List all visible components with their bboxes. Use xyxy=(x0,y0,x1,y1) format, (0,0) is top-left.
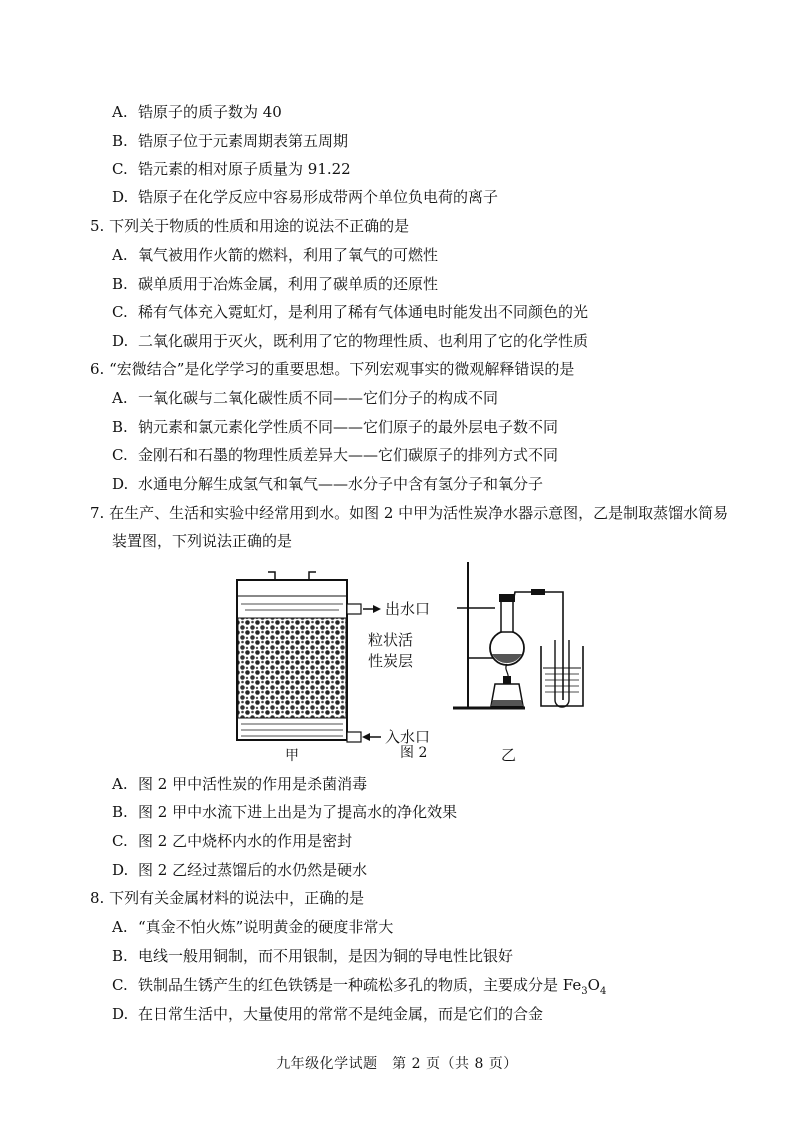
q5-option-a xyxy=(112,245,438,265)
q5-stem: 5. 下列关于物质的性质和用途的说法不正确的是 xyxy=(90,217,410,235)
option-label: A. xyxy=(112,246,128,264)
carbon-layer-label-line2: 性炭层 xyxy=(368,652,414,670)
option-label: C. xyxy=(112,303,128,321)
option-label: D. xyxy=(112,1005,129,1023)
option-label: A. xyxy=(112,918,128,936)
option-text: 氧气被用作火箭的燃料，利用了氧气的可燃性 xyxy=(138,246,439,264)
option-label: D. xyxy=(112,332,129,350)
q8-option-b xyxy=(112,946,513,966)
option-text: 图 2 甲中水流下进上出是为了提高水的净化效果 xyxy=(138,803,458,821)
option-text: 锆原子的质子数为 40 xyxy=(138,103,282,121)
option-label: A. xyxy=(112,389,128,407)
q5-option-b xyxy=(112,274,438,294)
q7-stem-line1: 7. 在生产、生活和实验中经常用到水。如图 2 中甲为活性炭净水器示意图，乙是制取蒸馏水简易 xyxy=(90,504,729,522)
distillation-apparatus xyxy=(453,562,583,708)
option-label: B. xyxy=(112,132,128,150)
option-label: D. xyxy=(112,475,129,493)
q5-option-c xyxy=(112,302,588,322)
option-label: C. xyxy=(112,160,128,178)
option-label: A. xyxy=(112,775,128,793)
q4-option-a xyxy=(112,102,282,122)
option-label: A. xyxy=(112,103,128,121)
q8-option-d xyxy=(112,1004,543,1024)
option-text: 图 2 乙经过蒸馏后的水仍然是硬水 xyxy=(138,861,368,879)
q7-stem-line2: 装置图，下列说法正确的是 xyxy=(112,532,293,550)
option-label: C. xyxy=(112,832,128,850)
option-text: 图 2 乙中烧杯内水的作用是密封 xyxy=(138,832,353,850)
q7-option-b xyxy=(112,802,457,822)
option-label: D. xyxy=(112,861,129,879)
option-text: 锆原子在化学反应中容易形成带两个单位负电荷的离子 xyxy=(138,188,499,206)
page-footer: 九年级化学试题 第 2 页（共 8 页） xyxy=(276,1056,518,1072)
q8-option-a xyxy=(112,917,393,937)
option-label: C. xyxy=(112,446,128,464)
formula-fe: Fe xyxy=(562,976,582,994)
inlet-label: 入水口 xyxy=(385,728,431,746)
carbon-layer-label-line1: 粒状活 xyxy=(368,631,414,649)
option-label: B. xyxy=(112,418,128,436)
q8-stem: 8. 下列有关金属材料的说法中，正确的是 xyxy=(90,889,365,907)
q7-option-c xyxy=(112,831,352,851)
option-label: D. xyxy=(112,188,129,206)
q5-option-d xyxy=(112,331,588,351)
option-text: 一氧化碳与二氧化碳性质不同——它们分子的构成不同 xyxy=(138,389,499,407)
option-label: C. xyxy=(112,976,128,994)
q6-stem: 6. “宏微结合”是化学学习的重要思想。下列宏观事实的微观解释错误的是 xyxy=(90,360,575,378)
q4-option-c xyxy=(112,159,351,179)
option-text: “真金不怕火炼”说明黄金的硬度非常大 xyxy=(138,918,394,936)
q6-option-a xyxy=(112,388,498,408)
option-text: 钠元素和氯元素化学性质不同——它们原子的最外层电子数不同 xyxy=(138,418,559,436)
outlet-label: 出水口 xyxy=(385,600,431,618)
option-text: 二氧化碳用于灭火，既利用了它的物理性质、也利用了它的化学性质 xyxy=(138,332,589,350)
option-text: 图 2 甲中活性炭的作用是杀菌消毒 xyxy=(138,775,368,793)
option-text: 水通电分解生成氢气和氧气——水分子中含有氢分子和氧分子 xyxy=(138,475,544,493)
option-label: B. xyxy=(112,803,128,821)
q6-option-d xyxy=(112,474,543,494)
q4-option-b xyxy=(112,131,348,151)
carbon-filter-apparatus xyxy=(237,572,381,742)
formula-o: O xyxy=(587,976,600,994)
figure-caption: 图 2 xyxy=(400,745,428,761)
option-text: 在日常生活中，大量使用的常常不是纯金属，而是它们的合金 xyxy=(138,1005,544,1023)
formula-sub-3: 3 xyxy=(581,986,588,997)
q8-option-c xyxy=(112,975,606,1002)
option-text: 金刚石和石墨的物理性质差异大——它们碳原子的排列方式不同 xyxy=(138,446,559,464)
option-text: 铁制品生锈产生的红色铁锈是一种疏松多孔的物质，主要成分是 xyxy=(138,976,563,994)
option-label: B. xyxy=(112,275,128,293)
q7-option-d xyxy=(112,860,367,880)
option-text: 锆元素的相对原子质量为 91.22 xyxy=(138,160,351,178)
option-text: 锆原子位于元素周期表第五周期 xyxy=(138,132,349,150)
figure-2 xyxy=(225,560,585,765)
q4-option-d xyxy=(112,187,498,207)
chemical-formula xyxy=(562,976,607,997)
option-text: 碳单质用于冶炼金属，利用了碳单质的还原性 xyxy=(138,275,439,293)
formula-sub-4: 4 xyxy=(599,986,607,997)
q6-option-b xyxy=(112,417,558,437)
q6-option-c xyxy=(112,445,558,465)
option-text: 稀有气体充入霓虹灯，是利用了稀有气体通电时能发出不同颜色的光 xyxy=(138,303,589,321)
option-label: B. xyxy=(112,947,128,965)
label-yi: 乙 xyxy=(501,746,517,764)
label-jia: 甲 xyxy=(285,748,299,764)
q7-option-a xyxy=(112,774,367,794)
option-text: 电线一般用铜制，而不用银制，是因为铜的导电性比银好 xyxy=(138,947,514,965)
